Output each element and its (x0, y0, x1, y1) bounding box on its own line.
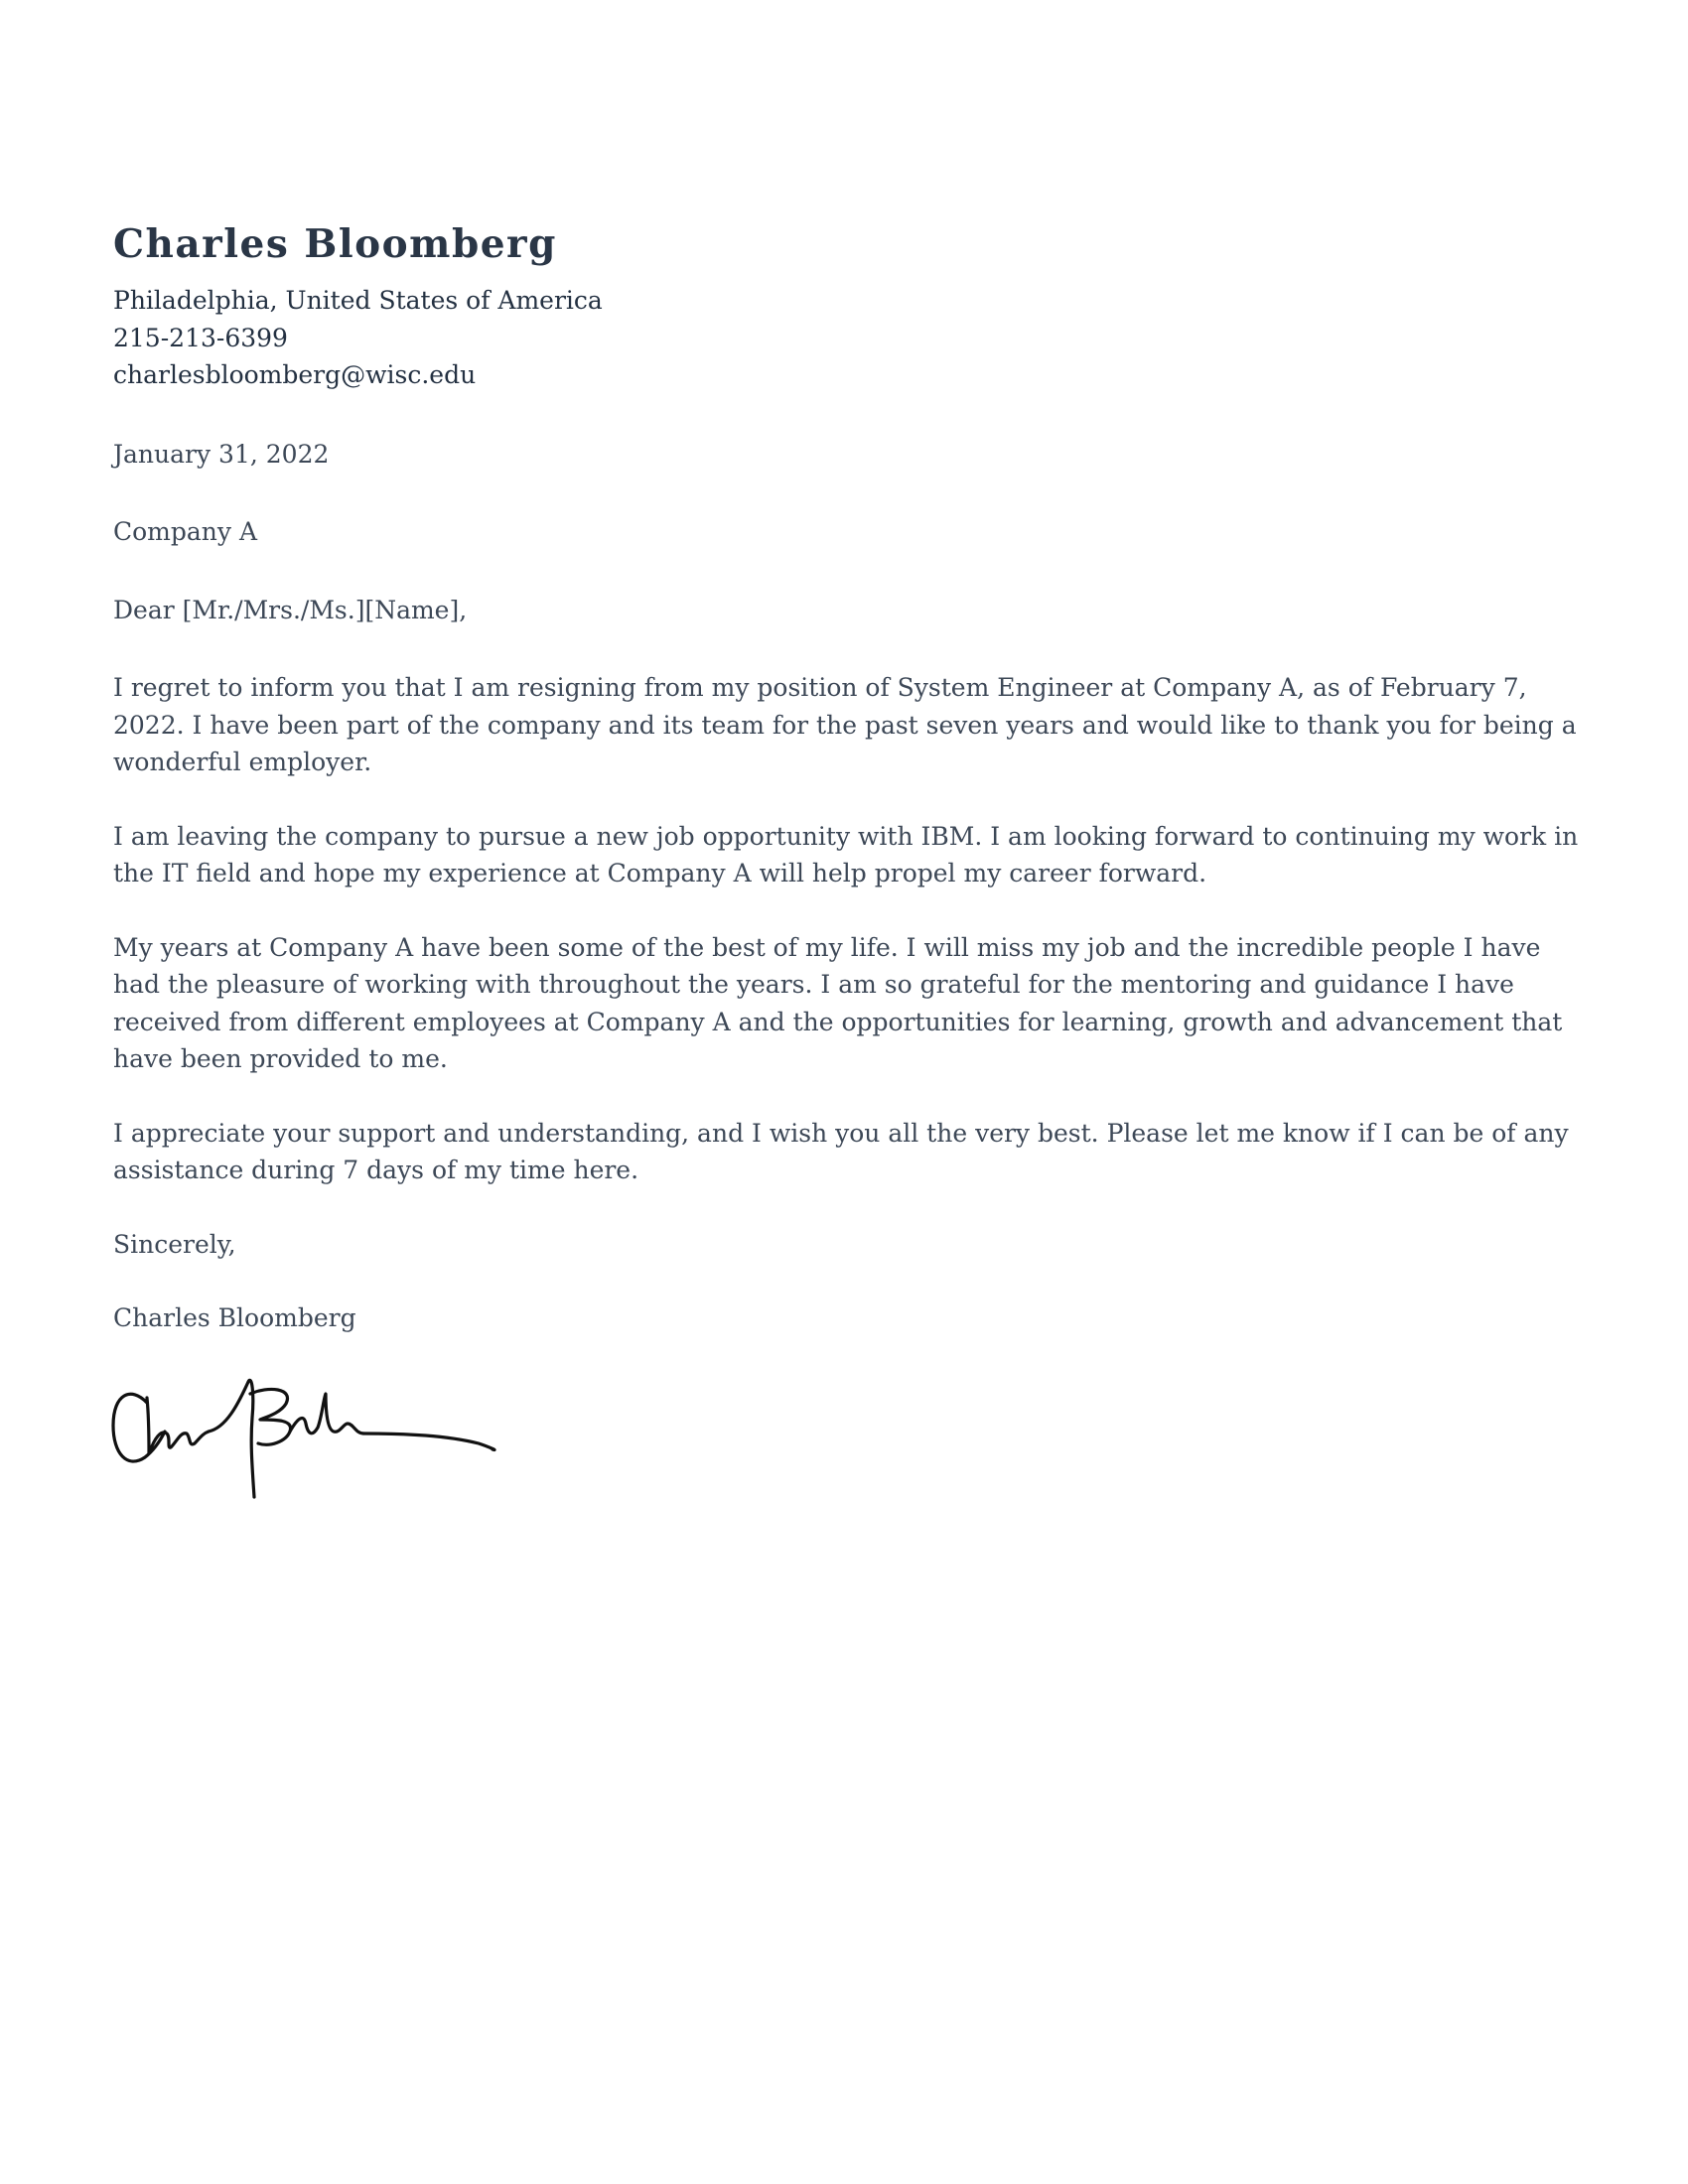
body-paragraph: I appreciate your support and understanding, and I wish you all the very best. Please let me know if I can be of any assistance during 7 days of my time here. (113, 1118, 1569, 1184)
body-paragraph: My years at Company A have been some of the best of my life. I will miss my job and the incredible people I have had the pleasure of working with throughout the years. I am so grateful for the mentoring and guidance I have received from different employees at Company A and the opportunities for learning, growth and advancement that have been provided to me. (113, 932, 1563, 1073)
resignation-letter (113, 216, 1583, 1337)
body-paragraph: I regret to inform you that I am resigning from my position of System Engineer at Company A, as of February 7, 2022. I have been part of the company and its team for the past seven years and would like to thank you for being a wonderful employer. (113, 673, 1577, 776)
sender-location: Philadelphia, United States of America (113, 286, 603, 315)
sender-email: charlesbloomberg@wisc.edu (113, 360, 477, 389)
handwritten-signature (109, 1358, 526, 1507)
letter-date: January 31, 2022 (113, 439, 330, 469)
salutation: Dear [Mr./Mrs./Ms.][Name], (113, 595, 468, 624)
closing: Sincerely, (113, 1229, 236, 1259)
signed-name: Charles Bloomberg (113, 1303, 356, 1332)
sender-name: Charles Bloomberg (113, 221, 557, 267)
sender-phone: 215-213-6399 (113, 323, 288, 352)
body-paragraph: I am leaving the company to pursue a new job opportunity with IBM. I am looking forward to continuing my work in the IT field and hope my experience at Company A will help propel my career forward. (113, 821, 1579, 887)
recipient-company: Company A (113, 517, 258, 546)
